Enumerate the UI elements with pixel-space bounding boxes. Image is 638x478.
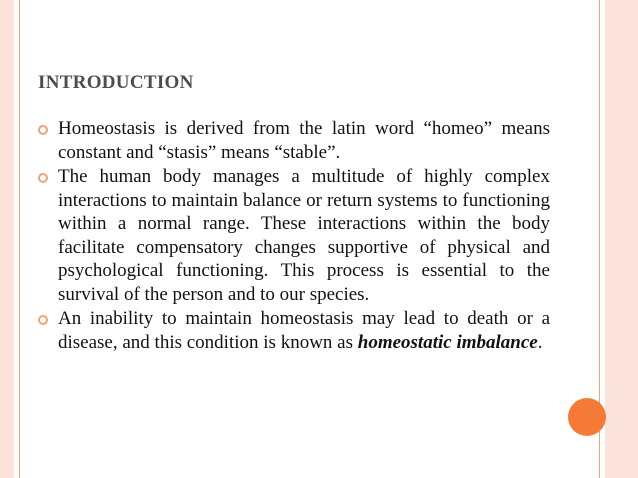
bullet-list <box>38 117 550 355</box>
bullet-text-after: . <box>537 331 543 353</box>
bullet-icon <box>38 315 48 325</box>
bullet-item-1 <box>38 117 550 164</box>
bullet-text: The human body manages a multitude of highly complex interactions to maintain balance or return systems to functioning within a normal range. These interactions within the body facilitate compensatory changes supportive of physical and psychological functioning. This process is essential to the survival of the person and to our species. <box>58 166 550 305</box>
bullet-icon <box>38 125 48 135</box>
bullet-item-3 <box>38 307 550 354</box>
right-decorative-bar <box>605 0 638 478</box>
left-decorative-rule <box>19 0 20 478</box>
left-decorative-bar <box>0 0 14 478</box>
bullet-emphasis: homeostatic imbalance <box>357 331 538 353</box>
bullet-item-2 <box>38 165 550 306</box>
bullet-icon <box>38 173 48 183</box>
decorative-circle <box>568 398 606 436</box>
bullet-text-before: An inability to maintain homeostasis may lead to death or a disease, and this condition is known as <box>58 308 550 353</box>
bullet-text: Homeostasis is derived from the latin word “homeo” means constant and “stasis” means “stable”. <box>58 118 550 163</box>
slide-title: INTRODUCTION <box>38 72 194 93</box>
